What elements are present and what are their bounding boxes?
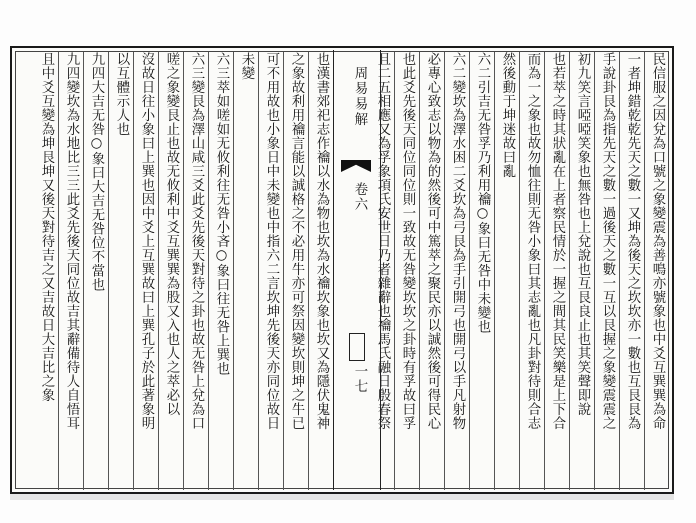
text-column-r7: 然後動于坤迷故曰亂 bbox=[500, 52, 515, 178]
column-rule bbox=[544, 52, 545, 490]
column-rule bbox=[108, 52, 109, 490]
column-rule bbox=[158, 52, 159, 490]
column-rule bbox=[419, 52, 420, 490]
text-column-l3: 可不用故也小象日中未變也中指六二言坎坤先後天亦同位故日 bbox=[264, 52, 279, 430]
column-rule bbox=[208, 52, 209, 490]
text-column-r1: 民信服之因兌為口號之象變震為善鳴亦號象也中爻互巽巽為命 bbox=[650, 52, 665, 430]
page-number-box bbox=[349, 333, 365, 361]
volume-label: 卷六 bbox=[352, 182, 367, 213]
text-column-r5: 也若萃之時其狀亂在上者察民情於一握之間其民笑樂是上下合 bbox=[550, 52, 565, 430]
text-column-r10: 必專心致志以物為的然後可中篤萃之聚民亦以誠然後可得民心 bbox=[425, 52, 440, 430]
text-column-l8: 沒故日往小象曰上巽也因中爻上互巽故曰上巽孔子於此著象明 bbox=[139, 52, 154, 430]
gutter-rule-left bbox=[333, 50, 334, 490]
page-edge-shadow bbox=[10, 494, 674, 500]
column-rule bbox=[444, 52, 445, 490]
text-column-l2: 之象故利用禴言能以誠格之不必用牛亦可祭因變坎則坤之牛已 bbox=[289, 52, 304, 430]
text-column-l1: 也漢書郊祀志作禴以水為物也坎為水禴坎象也坎又為隱伏鬼神 bbox=[314, 52, 329, 430]
text-column-r3: 手說卦艮為指先天之數一過後天之數一互以艮握之象變震震之 bbox=[600, 52, 615, 430]
page-number: 一七 bbox=[352, 364, 367, 395]
text-column-l4: 未變 bbox=[239, 52, 254, 80]
text-column-r9: 六二變坎為澤水困二爻坎為弓艮為手引開弓也開弓以手凡射物 bbox=[450, 52, 465, 430]
book-title: 周易易解 bbox=[352, 66, 367, 128]
column-rule bbox=[594, 52, 595, 490]
column-rule bbox=[394, 52, 395, 490]
column-rule bbox=[283, 52, 284, 490]
column-rule bbox=[644, 52, 645, 490]
gutter-rule-right bbox=[380, 50, 381, 490]
column-rule bbox=[133, 52, 134, 490]
column-rule bbox=[58, 52, 59, 490]
text-column-l5: 六三萃如嗟如无攸利往无咎小吝○象曰往无咎上巽也 bbox=[214, 52, 229, 376]
text-column-l12: 且中爻互變為坤艮坤又後天對待吉之又吉故日大吉比之象 bbox=[39, 52, 54, 402]
text-column-r12: 且二五相應又為孚象項氏安世日乃者雜辭也禴馬氏融日殷春祭 bbox=[375, 52, 390, 430]
column-rule bbox=[619, 52, 620, 490]
column-rule bbox=[308, 52, 309, 490]
column-rule bbox=[83, 52, 84, 490]
text-column-l9: 以互體示人也 bbox=[114, 52, 129, 136]
column-rule bbox=[469, 52, 470, 490]
text-column-l7: 嗟之象變艮止也故无攸利中爻互巽巽為股又入也人之萃必以 bbox=[164, 52, 179, 416]
text-column-r4: 初九笑言啞啞笑象也無咎也上兌說也互艮良止也其笑聲即說 bbox=[575, 52, 590, 416]
column-rule bbox=[569, 52, 570, 490]
column-rule bbox=[494, 52, 495, 490]
text-column-r2: 一者坤錯乾乾先天之數一又坤為後天之坎坎亦一數也互艮艮為 bbox=[625, 52, 640, 430]
column-rule bbox=[519, 52, 520, 490]
text-column-r6: 而為一之象也故勿恤往則无咎小象曰其志亂也凡卦對待則合志 bbox=[525, 52, 540, 430]
text-column-l10: 九四大吉无咎○象曰大吉无咎位不當也 bbox=[89, 52, 104, 292]
text-column-r8: 六二引吉无咎孚乃利用禴○象曰无咎中未變也 bbox=[475, 52, 490, 334]
text-column-r11: 也此爻先後天同位同位則一致故无咎變坎坎之卦時有孚故曰孚 bbox=[400, 52, 415, 430]
column-rule bbox=[258, 52, 259, 490]
text-column-l6: 六三變艮為澤山咸三爻此爻先後天對待之卦也故无咎上兌為口 bbox=[189, 52, 204, 430]
text-column-l11: 九四變坎為水地比三三此爻先後天同位故吉其辭備待人自悟耳 bbox=[64, 52, 79, 430]
column-rule bbox=[183, 52, 184, 490]
column-rule bbox=[233, 52, 234, 490]
